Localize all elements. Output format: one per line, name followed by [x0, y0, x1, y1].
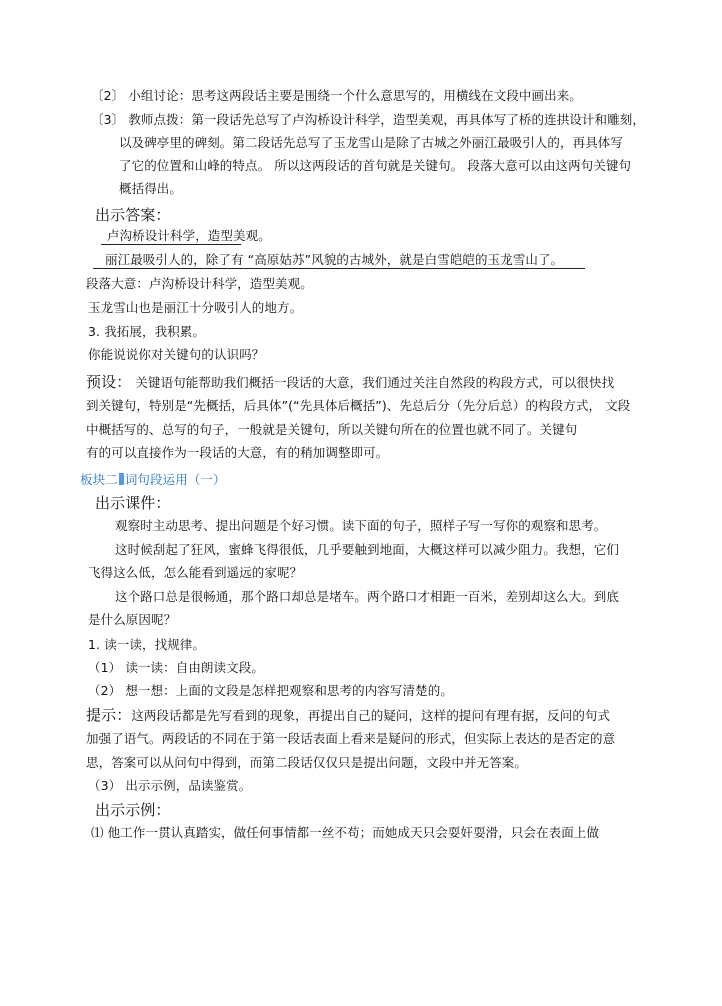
section-1-item-1: （1） 读一读：自由朗读文段。 — [88, 660, 264, 675]
courseware-heading: 出示课件： — [95, 494, 171, 512]
answer-1-text: 卢沟桥设计科学，造型美观。 — [107, 228, 271, 243]
block-2-label: 板块二 — [80, 472, 118, 487]
courseware-line-3: 飞得这么低，怎么能看到遥远的家呢？ — [88, 565, 303, 580]
courseware-line-4: 这个路口总是很畅通，那个路口却总是堵车。两个路口才相距一百米，差别却这么大。到底 — [115, 589, 620, 604]
section-1-item-3: （3） 出示示例，品读鉴赏。 — [88, 778, 252, 793]
preview-line-1 — [86, 373, 614, 391]
example-heading: 出示示例： — [95, 801, 171, 819]
courseware-line-5: 是什么原因呢？ — [88, 612, 177, 627]
block-2-subtitle: 词句段运用（一） — [124, 472, 226, 487]
preview-line-4: 有的可以直接作为一段话的大意，有的稍加调整即可。 — [86, 445, 389, 460]
example-1-line: ⑴ 他工作一贯认真踏实，做任何事情都一丝不苟；而她成天只会耍奸耍滑，只会在表面上做 — [91, 825, 600, 840]
step-3-line-1: 〔3〕 教师点拨：第一段话先总写了卢沟桥设计科学，造型美观，再具体写了桥的连拱设计和雕刻， — [91, 112, 645, 127]
answer-2-underlined — [93, 252, 585, 269]
tip-line-1 — [86, 706, 610, 724]
tip-label: 提示： — [86, 706, 132, 724]
answer-1-underlined — [101, 228, 271, 245]
tip-line-2: 加强了语气。两段话的不同在于第一段话表面上看来是疑问的形式，但实际上表达的是否定的意 — [86, 731, 616, 746]
preview-text-1: 关键语句能帮助我们概括一段话的大意，我们通过关注自然段的构段方式，可以很快找 — [131, 375, 615, 390]
bookmark-marker-icon — [119, 473, 124, 485]
tip-line-3: 思，答案可以从问句中得到，而第二段话仅仅只是提出问题，文段中并无答案。 — [86, 755, 528, 770]
preview-line-2: 到关键句，特别是“先概括，后具体”(“先具体后概括”)、先总后分（先分后总）的构段方式， 文段 — [86, 398, 631, 413]
step-2-line: 〔2〕 小组讨论：思考这两段话主要是围绕一个什么意思写的，用横线在文段中画出来。 — [91, 88, 582, 103]
section-1-item-2: （2） 想一想：上面的文段是怎样把观察和思考的内容写清楚的。 — [88, 683, 453, 698]
step-3-line-3: 了它的位置和山峰的特点。 所以这两段话的首句就是关键句。 段落大意可以由这两句关键句 — [119, 158, 632, 173]
courseware-line-1: 观察时主动思考、提出问题是个好习惯。读下面的句子，照样子写一写你的观察和思考。 — [115, 518, 607, 533]
step-3-line-2: 以及碑亭里的碑刻。第二段话先总写了玉龙雪山是除了古城之外丽江最吸引人的，再具体写 — [119, 135, 624, 150]
answer-heading: 出示答案： — [95, 206, 171, 224]
preview-label: 预设： — [86, 373, 132, 391]
answer-2-text: 丽江最吸引人的，除了有 “高原姑苏”风貌的古城外，就是白雪皑皑的玉龙雪山了。 — [105, 252, 564, 267]
step-3-line-4: 概括得出。 — [119, 181, 183, 196]
tip-text-1: 这两段话都是先写看到的现象，再提出自己的疑问，这样的提问有理有据，反问的句式 — [131, 708, 611, 723]
section-1-title: 1. 读一读，找规律。 — [88, 637, 205, 652]
summary-line-1: 段落大意：卢沟桥设计科学，造型美观。 — [86, 276, 313, 291]
section-3-title: 3. 我拓展，我积累。 — [88, 324, 205, 339]
section-3-question: 你能说说你对关键句的认识吗？ — [88, 347, 265, 362]
courseware-line-2: 这时候刮起了狂风，蜜蜂飞得很低，几乎要触到地面，大概这样可以减少阻力。我想，它们 — [115, 542, 620, 557]
preview-line-3: 中概括写的、总写的句子，一般就是关键句，所以关键句所在的位置也就不同了。关键句 — [86, 422, 578, 437]
block-2-title — [80, 472, 226, 488]
summary-line-2: 玉龙雪山也是丽江十分吸引人的地方。 — [88, 300, 303, 315]
